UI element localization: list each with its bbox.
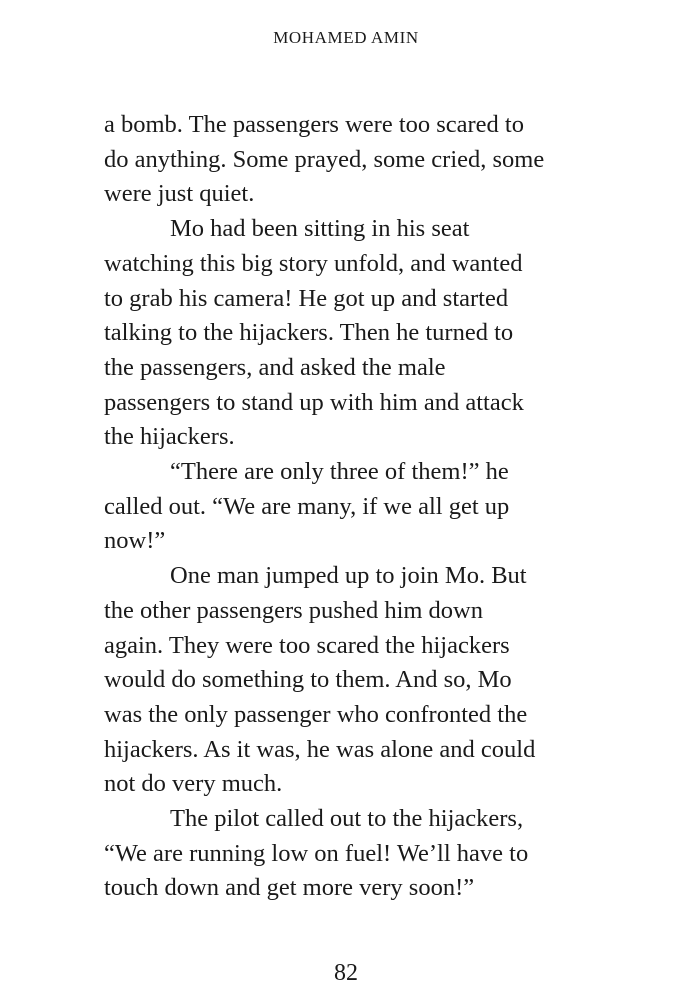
text-line: Mo had been sitting in his seat [170, 215, 470, 243]
text-line: hijackers. As it was, he was alone and could [104, 735, 536, 763]
running-head: MOHAMED AMIN [273, 28, 419, 47]
text-line: would do something to them. And so, Mo [104, 666, 512, 694]
text-line: were just quiet. [104, 180, 255, 208]
text-line: talking to the hijackers. Then he turned to [104, 319, 514, 347]
text-line: The pilot called out to the hijackers, [170, 805, 524, 833]
text-line: not do very much. [104, 770, 283, 798]
text-line: touch down and get more very soon!” [104, 874, 475, 902]
text-line: watching this big story unfold, and wanted [104, 249, 523, 277]
page-number: 82 [334, 960, 358, 986]
text-line: the other passengers pushed him down [104, 596, 483, 624]
text-line: “We are running low on fuel! We’ll have to [104, 839, 529, 867]
text-line: do anything. Some prayed, some cried, some [104, 145, 545, 173]
text-line: called out. “We are many, if we all get up [104, 492, 510, 520]
text-line: a bomb. The passengers were too scared to [104, 111, 524, 138]
text-line: was the only passenger who confronted the [104, 700, 528, 728]
text-line: again. They were too scared the hijackers [104, 631, 510, 659]
text-line: to grab his camera! He got up and started [104, 284, 509, 312]
text-line: passengers to stand up with him and attack [104, 388, 524, 416]
text-line: “There are only three of them!” he [170, 458, 509, 486]
body-text [104, 108, 624, 906]
text-line: the hijackers. [104, 423, 235, 451]
text-line: the passengers, and asked the male [104, 353, 446, 381]
text-line: One man jumped up to join Mo. But [170, 562, 527, 590]
text-line: now!” [104, 527, 166, 555]
